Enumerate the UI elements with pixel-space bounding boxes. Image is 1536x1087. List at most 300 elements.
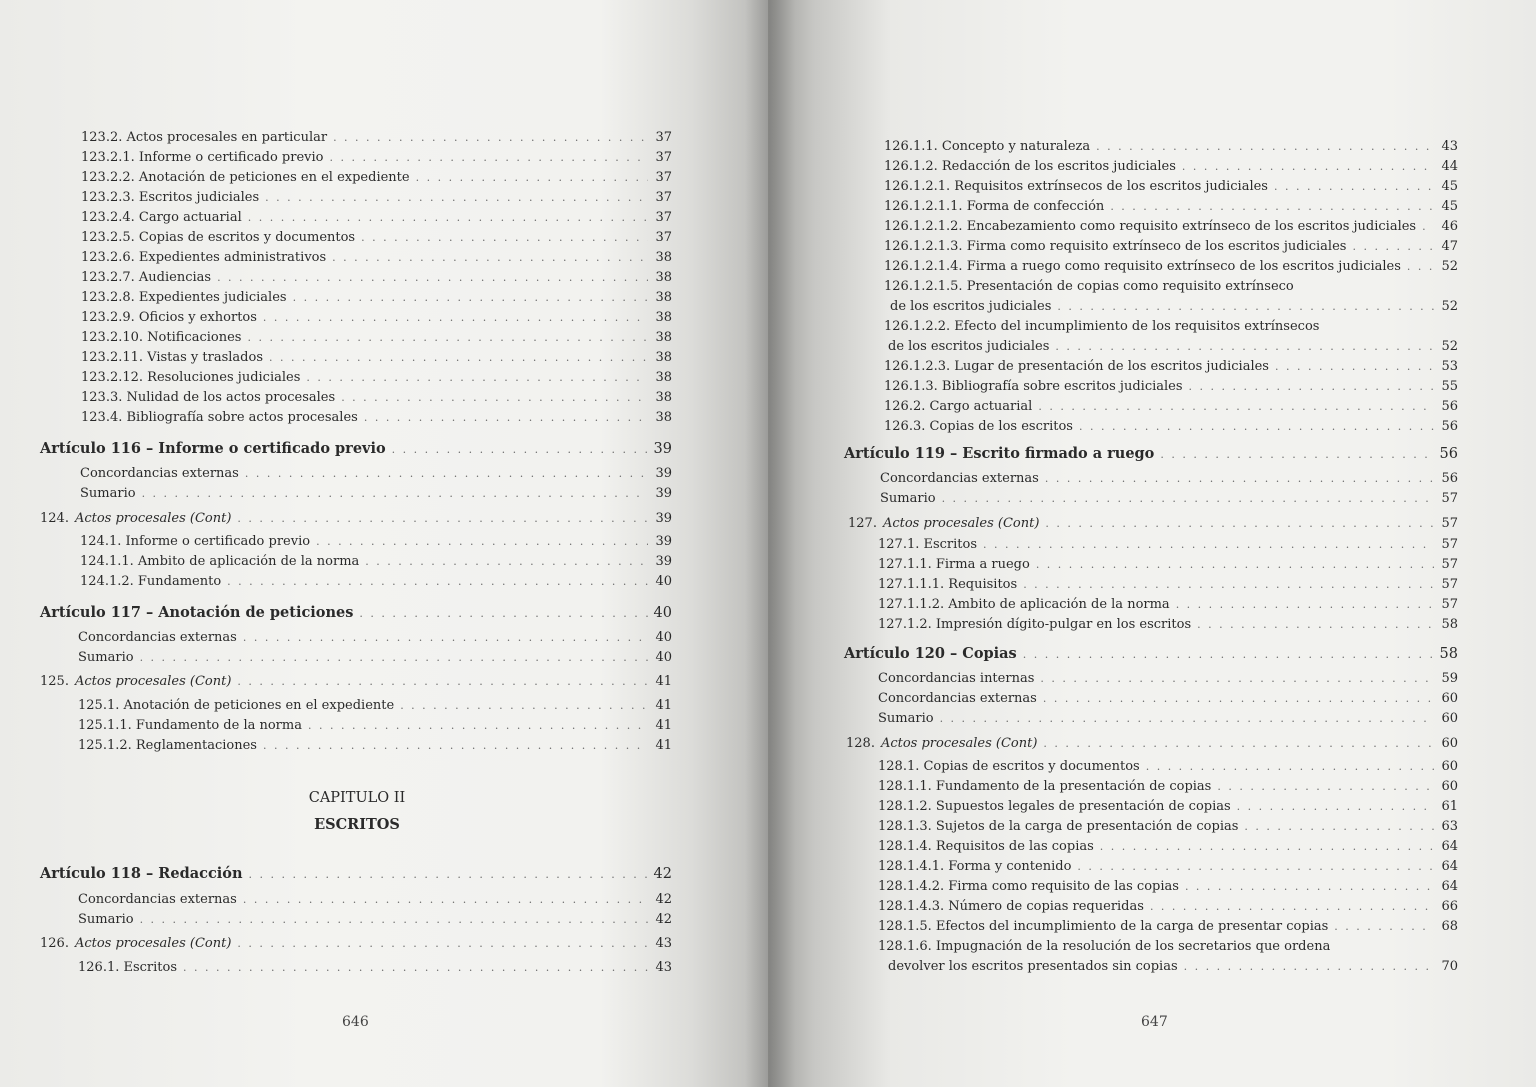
- toc-page-number: 52: [1441, 259, 1458, 274]
- dot-leader: [183, 958, 648, 978]
- toc-entry-text: Sumario: [80, 486, 136, 501]
- toc-entry: [884, 417, 1458, 437]
- toc-entry-text: 123.2.1. Informe o certificado previo: [81, 150, 324, 165]
- dot-leader: [1217, 777, 1434, 797]
- toc-entry: [81, 388, 672, 408]
- toc-entry-text: 128.1.3. Sujetos de la carga de presentación de copias: [878, 819, 1239, 834]
- toc-entry-text: 128.1.4.2. Firma como requisito de las copias: [878, 879, 1179, 894]
- toc-page-number: 38: [655, 290, 672, 305]
- toc-entry-text: Artículo 118 – Redacción: [40, 865, 243, 882]
- toc-entry-label: [81, 188, 259, 208]
- toc-entry-text: de los escritos judiciales: [890, 299, 1052, 314]
- toc-page-number: 64: [1441, 879, 1458, 894]
- toc-page-number: 40: [653, 605, 672, 621]
- toc-entry-text: 125.1.2. Reglamentaciones: [78, 738, 257, 753]
- dot-leader: [217, 268, 648, 288]
- toc-entry: [884, 197, 1458, 217]
- dot-leader: [1182, 157, 1434, 177]
- dot-leader: [1043, 689, 1434, 709]
- dot-leader: [1043, 734, 1434, 754]
- toc-entry: [78, 910, 672, 930]
- toc-entry: [80, 532, 672, 552]
- toc-entry: [880, 489, 1458, 509]
- toc-entry-label: [78, 696, 394, 716]
- dot-leader: [1237, 797, 1434, 817]
- toc-page-number: 58: [1439, 646, 1458, 662]
- left-page-number: 646: [342, 1014, 369, 1030]
- toc-entry-label: [40, 509, 231, 529]
- toc-entry-text: 126.1.2.1.2. Encabezamiento como requisito extrínseco de los escritos judiciales: [884, 219, 1417, 234]
- toc-entry-text: 126.1.2.2. Efecto del incumplimiento de los requisitos extrínsecos: [884, 319, 1320, 334]
- toc-page-number: 57: [1441, 537, 1458, 552]
- toc-entry: [884, 157, 1458, 177]
- chapter-title: ESCRITOS: [314, 816, 400, 833]
- toc-entry: [878, 669, 1458, 689]
- toc-entry-label: [878, 837, 1094, 857]
- toc-entry-text: 126.3. Copias de los escritos: [884, 419, 1073, 434]
- toc-entry-text: 123.2.2. Anotación de peticiones en el expediente: [81, 170, 410, 185]
- dot-leader: [243, 890, 648, 910]
- toc-entry: [884, 397, 1458, 417]
- dot-leader: [1185, 877, 1434, 897]
- toc-entry-text: Sumario: [78, 912, 134, 927]
- toc-entry-text: 128.1.6. Impugnación de la resolución de los secretarios que ordena: [878, 939, 1331, 954]
- toc-entry-label: [844, 644, 1017, 664]
- toc-entry-label: [81, 148, 323, 168]
- toc-entry-text: Concordancias externas: [878, 691, 1037, 706]
- dot-leader: [263, 308, 648, 328]
- toc-entry-label: [878, 595, 1170, 615]
- right-page: [768, 0, 1536, 1087]
- toc-entry-label: [80, 464, 239, 484]
- dot-leader: [316, 532, 648, 552]
- toc-page-number: 38: [655, 310, 672, 325]
- toc-page-number: 60: [1441, 779, 1458, 794]
- toc-entry-text: 123.2.4. Cargo actuarial: [81, 210, 242, 225]
- toc-entry-label: [78, 910, 134, 930]
- toc-entry: [81, 268, 672, 288]
- dot-leader: [983, 535, 1434, 555]
- toc-entry-text: 123.2.9. Oficios y exhortos: [81, 310, 257, 325]
- dot-leader: [1038, 397, 1434, 417]
- toc-entry-text: Concordancias externas: [80, 466, 239, 481]
- toc-page-number: 52: [1441, 339, 1458, 354]
- toc-page-number: 38: [655, 390, 672, 405]
- toc-entry-text: 127.1.1.1. Requisitos: [878, 577, 1018, 592]
- toc-page-number: 47: [1441, 239, 1458, 254]
- toc-page-number: 39: [653, 441, 672, 457]
- toc-entry-text: Sumario: [880, 491, 936, 506]
- toc-entry: [78, 736, 672, 756]
- toc-entry: [878, 897, 1458, 917]
- dot-leader: [140, 910, 648, 930]
- toc-page-number: 41: [655, 718, 672, 733]
- toc-entry-label: [884, 357, 1269, 377]
- toc-entry-text: 123.2. Actos procesales en particular: [81, 130, 328, 145]
- toc-entry-label: [80, 484, 136, 504]
- toc-page-number: 60: [1441, 691, 1458, 706]
- toc-entry: [884, 377, 1458, 397]
- toc-entry: [878, 837, 1458, 857]
- toc-entry-label: [78, 736, 257, 756]
- toc-page-number: 56: [1441, 399, 1458, 414]
- toc-entry-text: 128.1.4.1. Forma y contenido: [878, 859, 1072, 874]
- toc-entry: [890, 297, 1458, 317]
- dot-leader: [1055, 337, 1434, 357]
- toc-entry: [878, 535, 1458, 555]
- toc-entry-text: 126.1.2. Redacción de los escritos judiciales: [884, 159, 1176, 174]
- dot-leader: [1422, 217, 1434, 237]
- toc-entry-number: 124.: [40, 511, 69, 526]
- toc-entry-label: [880, 469, 1039, 489]
- toc-page-number: 37: [655, 130, 672, 145]
- toc-entry-label: [40, 672, 231, 692]
- toc-page-number: 41: [655, 698, 672, 713]
- toc-entry-label: [878, 689, 1037, 709]
- dot-leader: [1045, 469, 1434, 489]
- dot-leader: [1184, 957, 1434, 977]
- toc-entry: [848, 514, 1458, 534]
- toc-page-number: 41: [655, 674, 672, 689]
- toc-entry-label: [884, 317, 1319, 337]
- toc-page-number: 60: [1441, 711, 1458, 726]
- toc-entry-label: [878, 777, 1211, 797]
- toc-page-number: 41: [655, 738, 672, 753]
- toc-page-number: 38: [655, 350, 672, 365]
- toc-entry-label: [40, 864, 243, 884]
- toc-entry-label: [884, 177, 1268, 197]
- toc-entry: [78, 890, 672, 910]
- toc-page-number: 56: [1441, 419, 1458, 434]
- dot-leader: [269, 348, 648, 368]
- dot-leader: [243, 628, 648, 648]
- toc-entry: [40, 509, 672, 529]
- toc-entry-label: [878, 555, 1030, 575]
- toc-entry: [78, 648, 672, 668]
- toc-page-number: 59: [1441, 671, 1458, 686]
- toc-entry: [81, 368, 672, 388]
- toc-entry-label: [80, 552, 359, 572]
- toc-entry-label: [81, 388, 335, 408]
- dot-leader: [265, 188, 648, 208]
- toc-entry-text: Actos procesales (Cont): [74, 674, 232, 689]
- toc-entry-text: 127.1.1. Firma a ruego: [878, 557, 1030, 572]
- toc-page-number: 44: [1441, 159, 1458, 174]
- toc-page-number: 58: [1441, 617, 1458, 632]
- toc-page-number: 39: [655, 486, 672, 501]
- dot-leader: [1096, 137, 1434, 157]
- toc-entry-label: [878, 917, 1328, 937]
- dot-leader: [1274, 177, 1434, 197]
- toc-page-number: 39: [655, 554, 672, 569]
- toc-entry-label: [884, 197, 1104, 217]
- toc-entry-label: [78, 958, 177, 978]
- toc-entry-label: [40, 934, 231, 954]
- toc-page-number: 37: [655, 150, 672, 165]
- toc-entry-label: [884, 257, 1401, 277]
- dot-leader: [1040, 669, 1434, 689]
- dot-leader: [1352, 237, 1434, 257]
- toc-entry: [884, 317, 1458, 337]
- dot-leader: [306, 368, 648, 388]
- toc-entry: [40, 934, 672, 954]
- toc-entry: [80, 484, 672, 504]
- toc-entry-text: 128.1.2. Supuestos legales de presentación de copias: [878, 799, 1231, 814]
- dot-leader: [237, 509, 648, 529]
- toc-page-number: 42: [655, 892, 672, 907]
- chapter-heading: CAPITULO II: [308, 790, 406, 806]
- toc-entry-text: Actos procesales (Cont): [74, 511, 232, 526]
- toc-page-number: 66: [1441, 899, 1458, 914]
- toc-entry-number: 127.: [848, 516, 877, 531]
- toc-entry-label: [888, 337, 1049, 357]
- dot-leader: [237, 934, 648, 954]
- toc-page-number: 42: [653, 866, 672, 882]
- dot-leader: [308, 716, 648, 736]
- toc-page-number: 43: [1441, 139, 1458, 154]
- toc-article-heading: [40, 603, 672, 623]
- toc-entry-text: Actos procesales (Cont): [882, 516, 1040, 531]
- toc-entry-text: Concordancias externas: [880, 471, 1039, 486]
- toc-page-number: 68: [1441, 919, 1458, 934]
- toc-entry: [78, 696, 672, 716]
- toc-entry-text: Sumario: [78, 650, 134, 665]
- toc-entry-text: 124.1.1. Ambito de aplicación de la norma: [80, 554, 360, 569]
- dot-leader: [359, 604, 647, 624]
- toc-page-number: 37: [655, 170, 672, 185]
- toc-entry-text: 123.3. Nulidad de los actos procesales: [81, 390, 336, 405]
- toc-entry: [884, 217, 1458, 237]
- toc-entry-label: [878, 669, 1034, 689]
- toc-entry: [81, 248, 672, 268]
- toc-page-number: 52: [1441, 299, 1458, 314]
- toc-entry-text: 128.1.5. Efectos del incumplimiento de la carga de presentar copias: [878, 919, 1329, 934]
- dot-leader: [1023, 645, 1434, 665]
- toc-entry-label: [884, 137, 1090, 157]
- toc-entry: [81, 128, 672, 148]
- toc-page-number: 39: [655, 466, 672, 481]
- dot-leader: [332, 248, 648, 268]
- toc-entry: [78, 716, 672, 736]
- toc-entry-label: [878, 797, 1231, 817]
- dot-leader: [364, 408, 648, 428]
- toc-entry-label: [880, 489, 936, 509]
- toc-entry-text: 128.1.1. Fundamento de la presentación de copias: [878, 779, 1212, 794]
- toc-entry-text: 123.2.5. Copias de escritos y documentos: [81, 230, 356, 245]
- toc-entry-text: 126.1. Escritos: [78, 960, 178, 975]
- dot-leader: [1023, 575, 1434, 595]
- toc-entry: [878, 817, 1458, 837]
- toc-entry-label: [40, 439, 386, 459]
- toc-entry: [878, 877, 1458, 897]
- toc-entry-text: 124.1.2. Fundamento: [80, 574, 222, 589]
- toc-entry-text: 126.1.2.1.3. Firma como requisito extrínseco de los escritos judiciales: [884, 239, 1347, 254]
- toc-entry-text: Artículo 116 – Informe o certificado previo: [40, 440, 386, 457]
- dot-leader: [248, 208, 648, 228]
- toc-page-number: 57: [1441, 516, 1458, 531]
- toc-entry: [888, 337, 1458, 357]
- toc-entry: [884, 257, 1458, 277]
- toc-entry: [878, 595, 1458, 615]
- toc-page-number: 38: [655, 250, 672, 265]
- toc-entry-label: [878, 615, 1191, 635]
- toc-page-number: 38: [655, 330, 672, 345]
- toc-entry-label: [878, 757, 1140, 777]
- toc-entry-text: 126.1.2.1.5. Presentación de copias como requisito extrínseco: [884, 279, 1294, 294]
- toc-entry-label: [81, 128, 327, 148]
- dot-leader: [1079, 417, 1434, 437]
- toc-article-heading: [40, 439, 672, 459]
- toc-page-number: 42: [655, 912, 672, 927]
- toc-entry-label: [878, 575, 1017, 595]
- dot-leader: [329, 148, 648, 168]
- toc-page-number: 61: [1441, 799, 1458, 814]
- toc-entry: [40, 672, 672, 692]
- toc-page-number: 70: [1441, 959, 1458, 974]
- toc-entry-label: [884, 417, 1073, 437]
- dot-leader: [1197, 615, 1434, 635]
- dot-leader: [263, 736, 648, 756]
- toc-entry-text: 126.2. Cargo actuarial: [884, 399, 1033, 414]
- toc-entry: [81, 408, 672, 428]
- toc-page-number: 38: [655, 370, 672, 385]
- toc-entry: [81, 328, 672, 348]
- toc-entry-label: [80, 532, 310, 552]
- toc-entry-text: 127.1.1.2. Ambito de aplicación de la norma: [878, 597, 1170, 612]
- toc-page-number: 39: [655, 511, 672, 526]
- dot-leader: [1150, 897, 1434, 917]
- toc-entry-text: 123.2.3. Escritos judiciales: [81, 190, 260, 205]
- toc-entry-number: 128.: [846, 736, 875, 751]
- dot-leader: [227, 572, 648, 592]
- dot-leader: [142, 484, 648, 504]
- toc-page-number: 56: [1439, 446, 1458, 462]
- toc-page-number: 60: [1441, 759, 1458, 774]
- toc-entry-text: 126.1.2.1.4. Firma a ruego como requisito extrínseco de los escritos judiciales: [884, 259, 1401, 274]
- dot-leader: [1036, 555, 1434, 575]
- toc-entry-label: [78, 628, 237, 648]
- toc-entry-label: [81, 288, 287, 308]
- toc-page-number: 57: [1441, 557, 1458, 572]
- toc-entry-text: 125.1. Anotación de peticiones en el expediente: [78, 698, 395, 713]
- dot-leader: [249, 865, 648, 885]
- dot-leader: [416, 168, 648, 188]
- toc-entry: [80, 464, 672, 484]
- toc-entry-text: 124.1. Informe o certificado previo: [80, 534, 311, 549]
- toc-entry: [878, 689, 1458, 709]
- toc-entry-label: [81, 348, 263, 368]
- toc-page-number: 60: [1441, 736, 1458, 751]
- toc-entry-text: 128.1.4.3. Número de copias requeridas: [878, 899, 1144, 914]
- toc-entry-text: Concordancias internas: [878, 671, 1035, 686]
- toc-entry-label: [81, 228, 355, 248]
- toc-entry-text: 126.1.2.1. Requisitos extrínsecos de los escritos judiciales: [884, 179, 1268, 194]
- toc-page-number: 57: [1441, 491, 1458, 506]
- toc-entry: [81, 208, 672, 228]
- toc-entry-label: [878, 709, 934, 729]
- toc-page-number: 55: [1441, 379, 1458, 394]
- toc-entry: [878, 709, 1458, 729]
- toc-entry: [81, 148, 672, 168]
- dot-leader: [942, 489, 1434, 509]
- dot-leader: [1407, 257, 1434, 277]
- toc-entry-label: [80, 572, 221, 592]
- dot-leader: [1275, 357, 1434, 377]
- dot-leader: [1244, 817, 1434, 837]
- toc-entry-label: [890, 297, 1051, 317]
- dot-leader: [1110, 197, 1434, 217]
- toc-page-number: 39: [655, 534, 672, 549]
- dot-leader: [1146, 757, 1434, 777]
- dot-leader: [365, 552, 648, 572]
- toc-entry: [878, 797, 1458, 817]
- toc-entry: [878, 937, 1458, 957]
- toc-entry-text: 127.1.2. Impresión dígito-pulgar en los escritos: [878, 617, 1192, 632]
- toc-entry-label: [81, 408, 358, 428]
- dot-leader: [1100, 837, 1434, 857]
- dot-leader: [245, 464, 648, 484]
- toc-entry-label: [884, 157, 1176, 177]
- toc-entry-label: [81, 168, 410, 188]
- toc-entry-text: 123.2.10. Notificaciones: [81, 330, 242, 345]
- toc-entry-label: [81, 268, 211, 288]
- toc-entry-label: [78, 890, 237, 910]
- toc-entry-label: [848, 514, 1039, 534]
- toc-entry-label: [40, 603, 353, 623]
- dot-leader: [247, 328, 648, 348]
- toc-entry-label: [81, 248, 326, 268]
- toc-entry-text: Sumario: [878, 711, 934, 726]
- toc-entry-text: 123.2.12. Resoluciones judiciales: [81, 370, 301, 385]
- toc-entry: [880, 469, 1458, 489]
- toc-entry-text: 126.1.2.1.1. Forma de confección: [884, 199, 1105, 214]
- toc-entry-label: [81, 368, 300, 388]
- toc-entry-number: 125.: [40, 674, 69, 689]
- toc-page-number: 37: [655, 190, 672, 205]
- dot-leader: [1057, 297, 1434, 317]
- toc-entry-text: Actos procesales (Cont): [880, 736, 1038, 751]
- toc-entry-label: [81, 328, 241, 348]
- toc-page-number: 43: [655, 936, 672, 951]
- dot-leader: [392, 440, 648, 460]
- toc-page-number: 40: [655, 650, 672, 665]
- toc-entry-label: [884, 377, 1183, 397]
- dot-leader: [1160, 445, 1433, 465]
- toc-entry: [81, 228, 672, 248]
- toc-entry-text: 126.1.1. Concepto y naturaleza: [884, 139, 1091, 154]
- toc-entry-text: 123.2.8. Expedientes judiciales: [81, 290, 287, 305]
- dot-leader: [361, 228, 648, 248]
- toc-entry-text: Artículo 120 – Copias: [844, 645, 1017, 662]
- toc-entry-label: [846, 734, 1037, 754]
- toc-entry: [884, 137, 1458, 157]
- toc-entry-number: 126.: [40, 936, 69, 951]
- toc-entry-label: [878, 857, 1071, 877]
- toc-entry-label: [884, 217, 1416, 237]
- toc-page-number: 45: [1441, 179, 1458, 194]
- dot-leader: [1176, 595, 1434, 615]
- toc-entry-text: 123.2.7. Audiencias: [81, 270, 212, 285]
- toc-page-number: 40: [655, 630, 672, 645]
- dot-leader: [1189, 377, 1434, 397]
- toc-entry-text: 123.2.6. Expedientes administrativos: [81, 250, 327, 265]
- toc-entry-label: [884, 397, 1032, 417]
- toc-entry: [80, 572, 672, 592]
- toc-entry-text: 127.1. Escritos: [878, 537, 978, 552]
- dot-leader: [400, 696, 648, 716]
- toc-entry-text: devolver los escritos presentados sin copias: [888, 959, 1178, 974]
- toc-entry: [878, 615, 1458, 635]
